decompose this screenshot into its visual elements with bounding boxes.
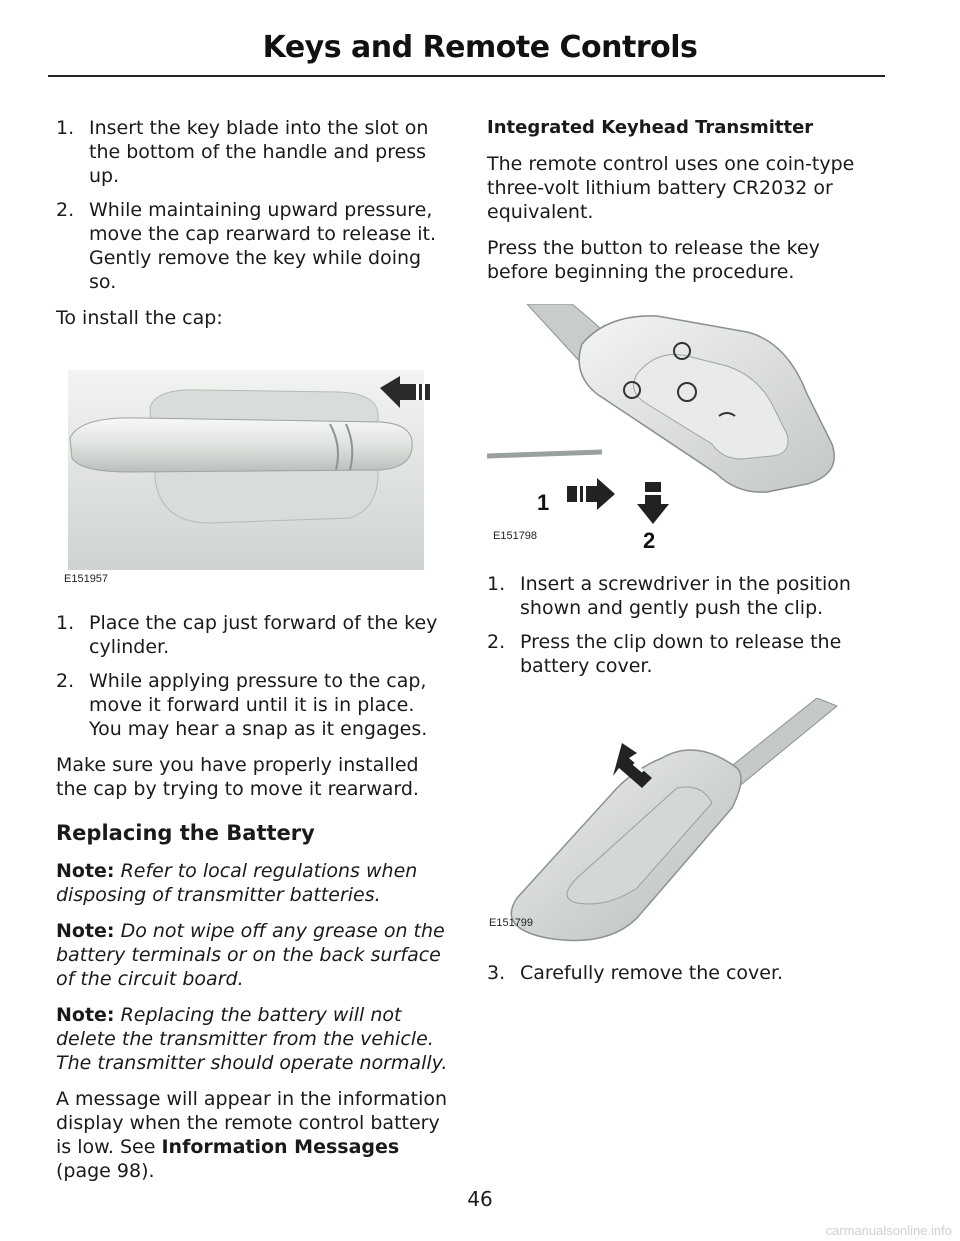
list-item: 1. Insert a screwdriver in the position shown and gently push the clip. <box>487 573 851 619</box>
title-divider <box>48 75 885 77</box>
remove-cover-step <box>487 961 887 985</box>
right-column <box>487 116 887 997</box>
list-item: 2. While applying pressure to the cap, move it forward until it is in place. You may hear a snap as it engages. <box>56 670 428 740</box>
figure-code: E151798 <box>493 530 538 542</box>
battery-cover-figure <box>487 698 857 943</box>
press-info: Press the button to release the key before beginning the procedure. <box>487 237 820 283</box>
list-item: 2. While maintaining upward pressure, move the cap rearward to release it. Gently remove the key while doing so. <box>56 199 437 293</box>
key-fob-illustration <box>487 304 867 554</box>
watermark: carmanualsonline.info <box>825 1223 952 1238</box>
install-intro: To install the cap: <box>56 307 223 329</box>
list-item: 1. Insert the key blade into the slot on the bottom of the handle and press up. <box>56 117 429 187</box>
list-item: 3. Carefully remove the cover. <box>487 962 784 984</box>
remove-cap-steps <box>56 116 451 294</box>
battery-info: The remote control uses one coin-type three-volt lithium battery CR2032 or equivalent. <box>487 153 855 223</box>
key-fob-figure <box>487 304 867 554</box>
low-battery-message: A message will appear in the information display when the remote control battery is low. See Information Messages (page 98). <box>56 1088 448 1182</box>
figure-code: E151957 <box>64 573 109 585</box>
callout-1: 1 <box>537 490 550 515</box>
left-column <box>56 116 451 1195</box>
note: Note: Replacing the battery will not delete the transmitter from the vehicle. The transmitter should operate normally. <box>56 1004 448 1074</box>
door-handle-illustration <box>60 358 432 593</box>
page-title: Keys and Remote Controls <box>262 30 698 65</box>
section-heading: Replacing the Battery <box>56 821 315 845</box>
page-number: 46 <box>467 1187 493 1211</box>
verify-text: Make sure you have properly installed the cap by trying to move it rearward. <box>56 754 419 800</box>
door-handle-figure <box>60 358 432 593</box>
note: Note: Do not wipe off any grease on the battery terminals or on the back surface of the circuit board. <box>56 920 445 990</box>
battery-cover-steps <box>487 572 887 678</box>
figure-code: E151799 <box>489 917 534 929</box>
list-item: 2. Press the clip down to release the battery cover. <box>487 631 842 677</box>
install-cap-steps <box>56 611 451 741</box>
subheading: Integrated Keyhead Transmitter <box>487 117 814 138</box>
note: Note: Refer to local regulations when disposing of transmitter batteries. <box>56 860 418 906</box>
callout-2: 2 <box>643 528 656 553</box>
battery-cover-illustration <box>487 698 857 943</box>
list-item: 1. Place the cap just forward of the key cylinder. <box>56 612 438 658</box>
information-messages-link[interactable]: Information Messages <box>161 1136 400 1158</box>
